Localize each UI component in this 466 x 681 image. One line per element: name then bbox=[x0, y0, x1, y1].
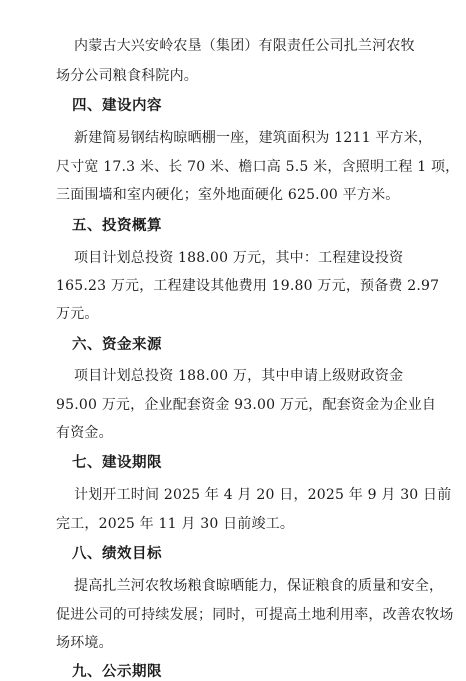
funding-line-3: 有资金。 bbox=[56, 425, 113, 441]
construction-line-1: 新建简易钢结构晾晒棚一座，建筑面积为 1211 平方米， bbox=[74, 130, 433, 146]
investment-line-1: 项目计划总投资 188.00 万元，其中：工程建设投资 bbox=[74, 250, 404, 266]
heading-construction-period: 七、建设期限 bbox=[72, 455, 162, 471]
period-line-2: 完工，2025 年 11 月 30 日前竣工。 bbox=[56, 516, 295, 532]
construction-line-3: 三面围墙和室内硬化；室外地面硬化 625.00 平方米。 bbox=[56, 187, 400, 203]
heading-construction-content: 四、建设内容 bbox=[72, 98, 162, 114]
construction-line-2: 尺寸宽 17.3 米、长 70 米、檐口高 5.5 米，含照明工程 1 项， bbox=[56, 159, 460, 175]
heading-publicity-period: 九、公示期限 bbox=[72, 664, 162, 680]
goal-line-2: 促进公司的可持续发展；同时，可提高土地利用率，改善农牧场 bbox=[56, 607, 454, 623]
funding-line-2: 95.00 万元，企业配套资金 93.00 万元，配套资金为企业自 bbox=[56, 397, 437, 413]
investment-line-3: 万元。 bbox=[56, 306, 99, 322]
period-line-1: 计划开工时间 2025 年 4 月 20 日，2025 年 9 月 30 日前 bbox=[74, 487, 452, 503]
heading-performance-goal: 八、绩效目标 bbox=[72, 546, 162, 562]
funding-line-1: 项目计划总投资 188.00 万，其中申请上级财政资金 bbox=[74, 368, 404, 384]
heading-investment-estimate: 五、投资概算 bbox=[72, 218, 162, 234]
investment-line-2: 165.23 万元，工程建设其他费用 19.80 万元，预备费 2.97 bbox=[56, 278, 440, 294]
location-line-1: 内蒙古大兴安岭农垦（集团）有限责任公司扎兰河农牧 bbox=[74, 38, 415, 54]
location-line-2: 场分公司粮食科院内。 bbox=[56, 68, 198, 84]
heading-funding-source: 六、资金来源 bbox=[72, 337, 162, 353]
goal-line-3: 场环境。 bbox=[56, 635, 113, 651]
goal-line-1: 提高扎兰河农牧场粮食晾晒能力，保证粮食的质量和安全， bbox=[74, 578, 444, 594]
